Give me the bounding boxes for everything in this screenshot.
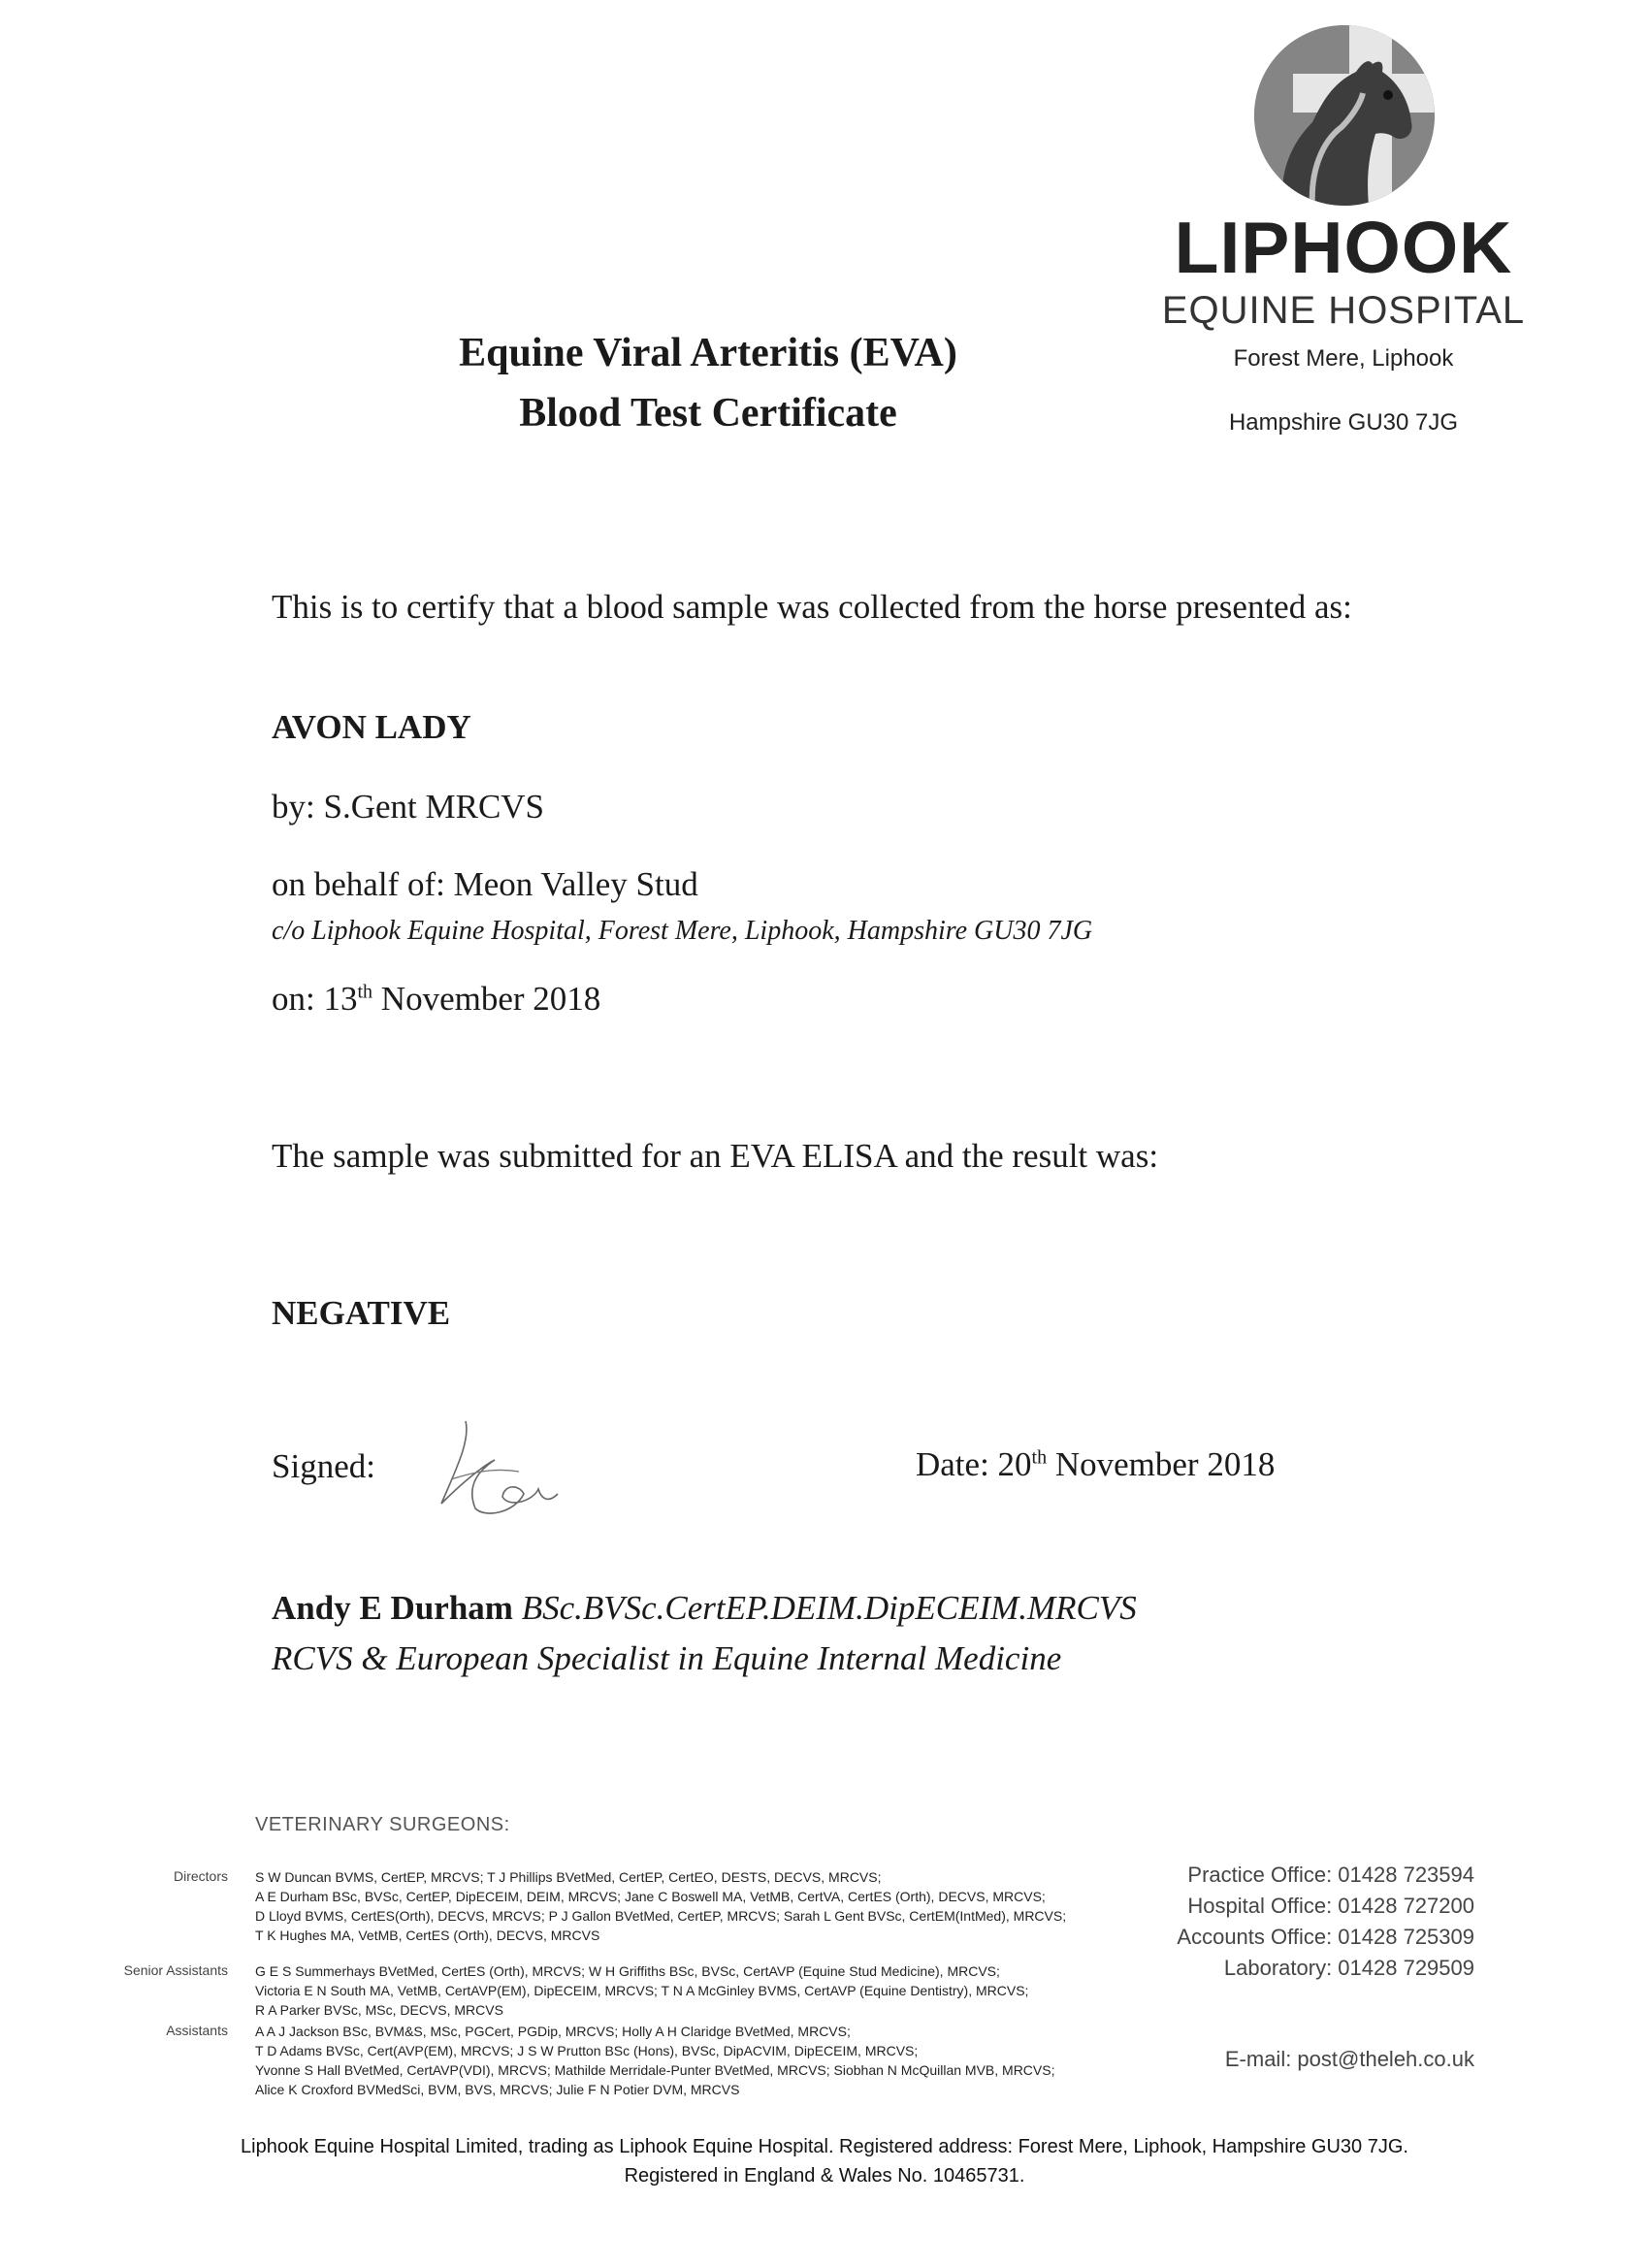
- horse-name: AVON LADY: [272, 708, 471, 746]
- address-line-2: Hampshire GU30 7JG: [1228, 409, 1459, 436]
- staff-line: Yvonne S Hall BVetMed, CertAVP(VDI), MRCVS; Mathilde Merridale-Punter BVetMed, MRCVS; Siobhan N McQuillan MVB, MRCVS;: [255, 2062, 1055, 2078]
- signed-date: [916, 1445, 1275, 1484]
- contact-email: E-mail: post@theleh.co.uk: [1224, 2047, 1474, 2071]
- certify-statement: This is to certify that a blood sample was collected from the horse presented as:: [272, 588, 1352, 626]
- signed-date-ordinal: th: [1031, 1446, 1048, 1469]
- senior-assistants-label: Senior Assistants: [123, 1962, 228, 1978]
- staff-line: G E S Summerhays BVetMed, CertES (Orth), MRCVS; W H Griffiths BSc, BVSc, CertAVP (Equine Stud Medicine), MRCVS;: [255, 1963, 1000, 1979]
- signature-image: [427, 1411, 592, 1528]
- veterinary-surgeons-heading: VETERINARY SURGEONS:: [255, 1814, 510, 1835]
- legal-line-2: Registered in England & Wales No. 10465731.: [624, 2165, 1025, 2187]
- staff-line: Alice K Croxford BVMedSci, BVM, BVS, MRCVS; Julie F N Potier DVM, MRCVS: [255, 2082, 740, 2097]
- vet-name: Andy E Durham: [272, 1589, 513, 1627]
- address-line-1: Forest Mere, Liphook: [1233, 345, 1454, 372]
- staff-line: R A Parker BVSc, MSc, DECVS, MRCVS: [255, 2002, 503, 2018]
- certificate-title-line-1: Equine Viral Arteritis (EVA): [459, 331, 957, 375]
- staff-line: T D Adams BVSc, Cert(AVP(EM), MRCVS; J S W Prutton BSc (Hons), BVSc, DipACVIM, DipECEIM, MRCVS;: [255, 2043, 919, 2058]
- signed-date-prefix: Date: 20: [916, 1445, 1032, 1483]
- assistants-label: Assistants: [166, 2023, 228, 2038]
- accounts-office-phone: Accounts Office: 01428 725309: [1177, 1925, 1474, 1949]
- staff-line: S W Duncan BVMS, CertEP, MRCVS; T J Phillips BVetMed, CertEP, CertEO, DESTS, DECVS, MRCVS;: [255, 1869, 882, 1885]
- test-result: NEGATIVE: [272, 1294, 451, 1332]
- vet-signatory: [272, 1589, 1137, 1628]
- staff-line: A E Durham BSc, BVSc, CertEP, DipECEIM, DEIM, MRCVS; Jane C Boswell MA, VetMB, CertVA, CertES (Orth), DECVS, MRCVS;: [255, 1889, 1046, 1904]
- collection-date-suffix: November 2018: [372, 980, 601, 1018]
- vet-title: RCVS & European Specialist in Equine Internal Medicine: [272, 1639, 1062, 1677]
- signed-date-suffix: November 2018: [1047, 1445, 1276, 1483]
- collection-date-prefix: on: 13: [272, 980, 358, 1018]
- hospital-logo-emblem: [1254, 25, 1435, 206]
- hospital-office-phone: Hospital Office: 01428 727200: [1187, 1894, 1474, 1918]
- staff-line: Victoria E N South MA, VetMB, CertAVP(EM), DipECEIM, MRCVS; T N A McGinley BVMS, CertAVP (Equine Dentistry), MRCVS;: [255, 1983, 1029, 1998]
- certificate-title-line-2: Blood Test Certificate: [519, 391, 897, 436]
- hospital-name-logo: LIPHOOK: [1174, 207, 1513, 288]
- hospital-subtitle: EQUINE HOSPITAL: [1161, 289, 1526, 332]
- staff-line: A A J Jackson BSc, BVM&S, MSc, PGCert, PGDip, MRCVS; Holly A H Claridge BVetMed, MRCVS;: [255, 2024, 851, 2039]
- directors-label: Directors: [173, 1868, 228, 1884]
- staff-line: D Lloyd BVMS, CertES(Orth), DECVS, MRCVS; P J Gallon BVetMed, CertEP, MRCVS; Sarah L Gent BVSc, CertEM(IntMed), MRCVS;: [255, 1908, 1067, 1924]
- care-of-address: c/o Liphook Equine Hospital, Forest Mere, Liphook, Hampshire GU30 7JG: [272, 916, 1093, 946]
- laboratory-phone: Laboratory: 01428 729509: [1223, 1956, 1474, 1980]
- collection-date: [272, 980, 600, 1019]
- staff-line: T K Hughes MA, VetMB, CertES (Orth), DECVS, MRCVS: [255, 1928, 600, 1943]
- collection-date-ordinal: th: [357, 981, 373, 1003]
- legal-notice: [116, 2132, 1533, 2190]
- sample-statement: The sample was submitted for an EVA ELISA and the result was:: [272, 1137, 1159, 1175]
- signed-label: Signed:: [272, 1447, 375, 1485]
- vet-qualifications: BSc.BVSc.CertEP.DEIM.DipECEIM.MRCVS: [521, 1589, 1137, 1627]
- on-behalf-of: on behalf of: Meon Valley Stud: [272, 865, 698, 903]
- legal-line-1: Liphook Equine Hospital Limited, trading as Liphook Equine Hospital. Registered address: Forest Mere, Liphook, Hampshire GU30 7JG.: [241, 2136, 1408, 2157]
- collected-by: by: S.Gent MRCVS: [272, 788, 545, 826]
- practice-office-phone: Practice Office: 01428 723594: [1187, 1863, 1474, 1887]
